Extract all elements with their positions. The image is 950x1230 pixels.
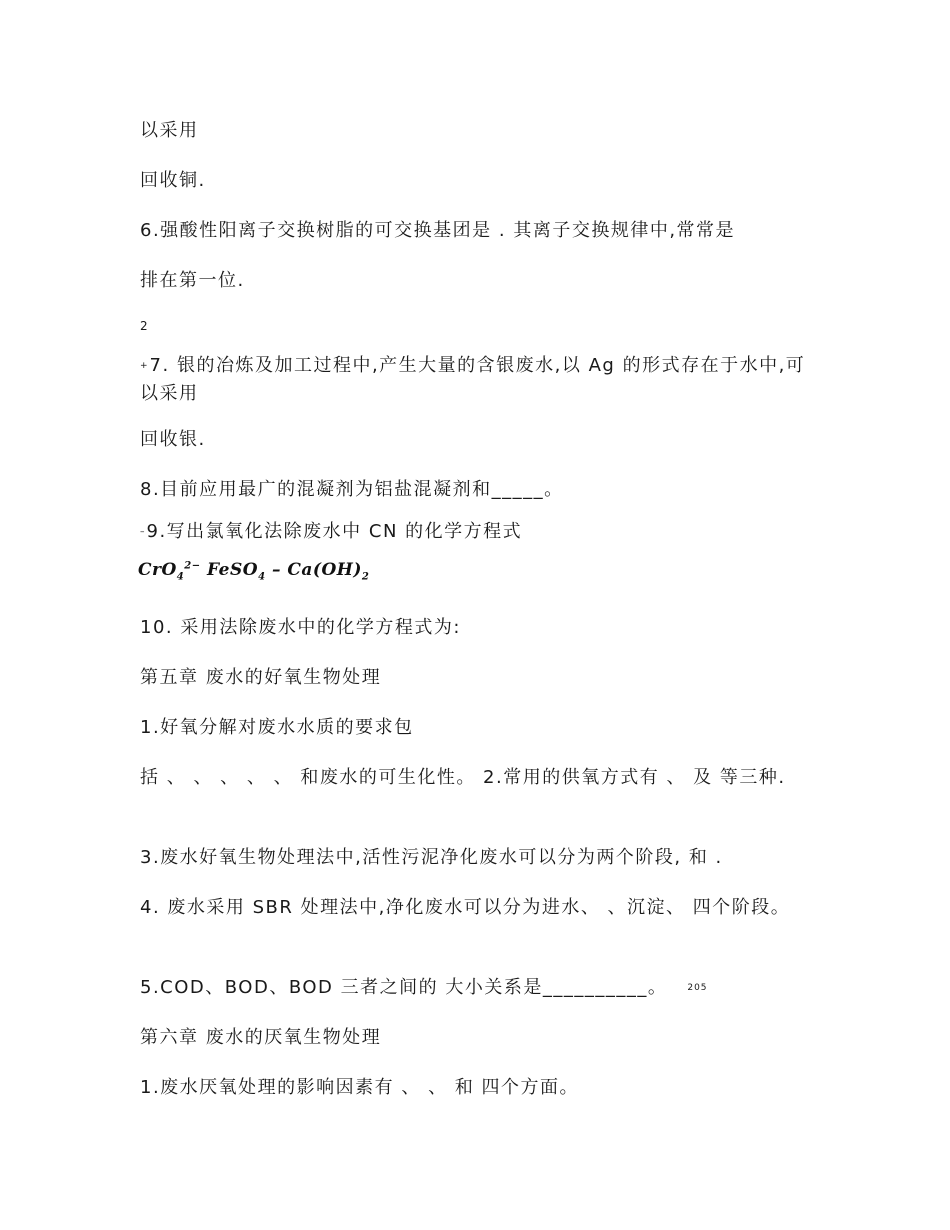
chapter-5-question-5 bbox=[140, 974, 810, 1002]
chapter-6-heading: 第六章 废水的厌氧生物处理 bbox=[140, 1027, 382, 1048]
chapter-5-heading: 第五章 废水的好氧生物处理 bbox=[140, 667, 382, 688]
question-9 bbox=[140, 518, 810, 546]
footnote-number: 205 bbox=[687, 983, 708, 993]
text-line: 排在第一位. bbox=[140, 270, 245, 291]
chapter-6-question-1: 1.废水厌氧处理的影响因素有 、 、 和 四个方面。 bbox=[140, 1077, 580, 1098]
text-line: 回收铜. bbox=[140, 170, 206, 191]
question-10: 10. 采用法除废水中的化学方程式为: bbox=[140, 617, 461, 638]
question-7 bbox=[140, 352, 810, 408]
question-6: 6.强酸性阳离子交换树脂的可交换基团是 . 其离子交换规律中,常常是 bbox=[140, 220, 736, 241]
chapter-5-question-1-2: 括 、 、 、 、 、 和废水的可生化性。 2.常用的供氧方式有 、 及 等三种. bbox=[140, 767, 786, 788]
chapter-5-question-3: 3.废水好氧生物处理法中,活性污泥净化废水可以分为两个阶段, 和 . bbox=[140, 847, 723, 868]
chapter-5-question-4: 4. 废水采用 SBR 处理法中,净化废水可以分为进水、 、沉淀、 四个阶段。 bbox=[140, 897, 791, 918]
question-8: 8.目前应用最广的混凝剂为铝盐混凝剂和_____。 bbox=[140, 479, 564, 500]
question-5-text: 5.COD、BOD、BOD 三者之间的 大小关系是__________。 bbox=[140, 977, 668, 998]
margin-mark: + bbox=[140, 361, 148, 371]
question-7-text: 7. 银的冶炼及加工过程中,产生大量的含银废水,以 Ag 的形式存在于水中,可以采用 bbox=[140, 355, 806, 404]
margin-mark: – bbox=[140, 527, 145, 537]
chemical-formula-image: CrO$_4^{2-}$ FeSO$_4$ – $Ca(OH)_2$ bbox=[138, 560, 370, 583]
text-line: 回收银. bbox=[140, 429, 206, 450]
chapter-5-question-1: 1.好氧分解对废水水质的要求包 bbox=[140, 717, 414, 738]
text-line: 以采用 bbox=[140, 120, 199, 141]
question-9-text: 9.写出氯氧化法除废水中 CN 的化学方程式 bbox=[146, 521, 523, 542]
page-number: 2 bbox=[140, 319, 148, 333]
